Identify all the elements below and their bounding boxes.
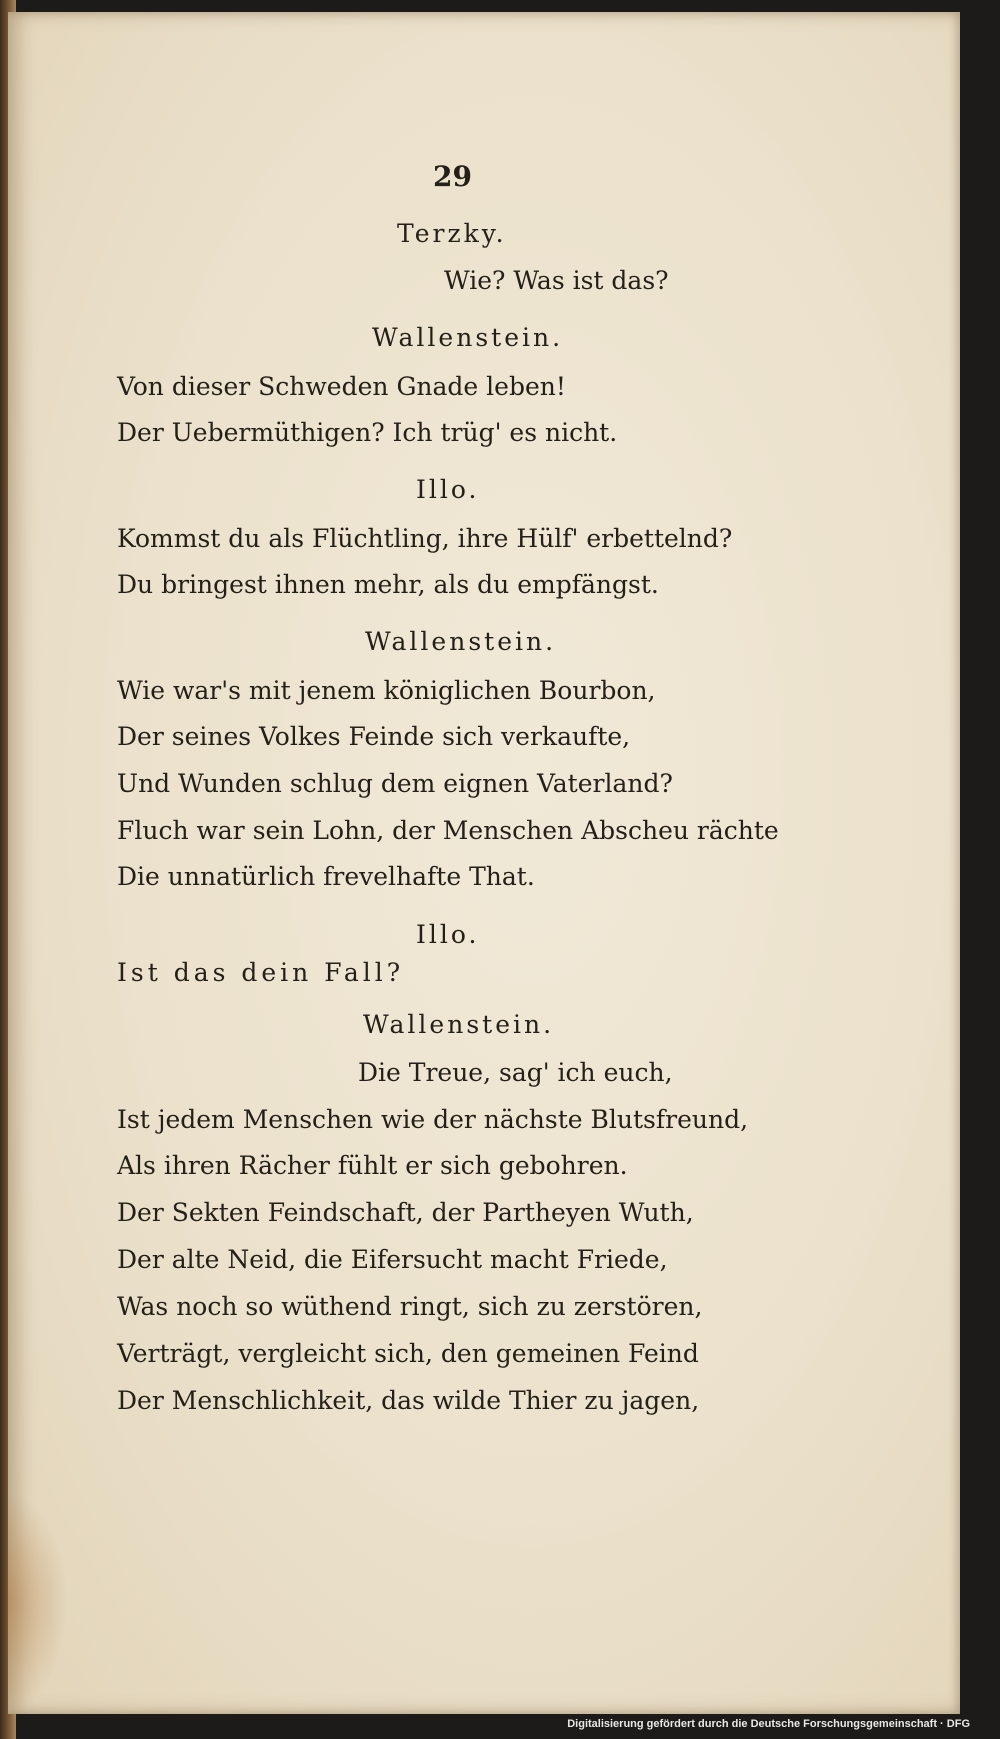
speaker-illo: Illo. bbox=[416, 920, 480, 949]
verse-line: Fluch war sein Lohn, der Menschen Abscheu rächte bbox=[117, 816, 779, 845]
verse-line: Kommst du als Flüchtling, ihre Hülf' erbettelnd? bbox=[117, 524, 733, 553]
speaker-wallenstein: Wallenstein. bbox=[365, 627, 557, 656]
verse-line: Der alte Neid, die Eifersucht macht Friede, bbox=[117, 1245, 668, 1274]
verse-line: Der Menschlichkeit, das wilde Thier zu jagen, bbox=[117, 1386, 700, 1415]
verse-line: Der Uebermüthigen? Ich trüg' es nicht. bbox=[117, 418, 618, 447]
speaker-illo: Illo. bbox=[416, 475, 480, 504]
digitization-credit: Digitalisierung gefördert durch die Deutsche Forschungsgemeinschaft · DFG bbox=[567, 1718, 970, 1730]
verse-line: Als ihren Rächer fühlt er sich gebohren. bbox=[117, 1151, 628, 1180]
verse-line: Ist das dein Fall? bbox=[117, 958, 405, 987]
verse-line: Die unnatürlich frevelhafte That. bbox=[117, 862, 535, 891]
speaker-wallenstein: Wallenstein. bbox=[363, 1010, 555, 1039]
speaker-terzky: Terzky. bbox=[397, 219, 507, 248]
verse-line: Was noch so wüthend ringt, sich zu zerstören, bbox=[117, 1292, 703, 1321]
verse-line: Und Wunden schlug dem eignen Vaterland? bbox=[117, 769, 673, 798]
speaker-wallenstein: Wallenstein. bbox=[372, 323, 564, 352]
verse-line: Der Sekten Feindschaft, der Partheyen Wuth, bbox=[117, 1198, 694, 1227]
verse-line: Du bringest ihnen mehr, als du empfängst. bbox=[117, 570, 659, 599]
verse-line: Ist jedem Menschen wie der nächste Blutsfreund, bbox=[117, 1105, 749, 1134]
verse-line: Wie? Was ist das? bbox=[444, 266, 669, 295]
verse-line: Der seines Volkes Feinde sich verkaufte, bbox=[117, 722, 631, 751]
verse-line: Wie war's mit jenem königlichen Bourbon, bbox=[117, 676, 656, 705]
verse-line: Verträgt, vergleicht sich, den gemeinen Feind bbox=[117, 1339, 699, 1368]
page-number: 29 bbox=[433, 160, 472, 193]
verse-line: Von dieser Schweden Gnade leben! bbox=[117, 372, 566, 401]
verse-line: Die Treue, sag' ich euch, bbox=[358, 1058, 673, 1087]
paper-stain bbox=[8, 1492, 68, 1712]
